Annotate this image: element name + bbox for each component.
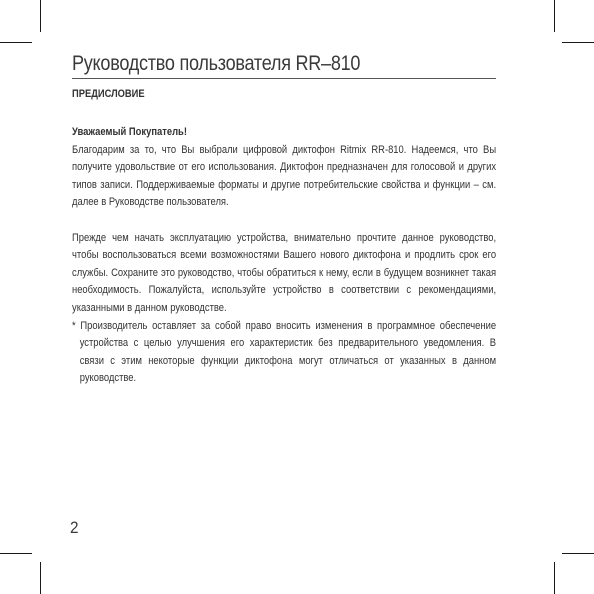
header-divider	[72, 78, 496, 79]
crop-mark-bottom-right-horizontal	[562, 553, 594, 554]
crop-mark-bottom-right-vertical	[554, 562, 555, 594]
paragraph-gap	[72, 212, 496, 230]
crop-mark-top-left-vertical	[40, 0, 41, 32]
crop-mark-bottom-left-horizontal	[0, 553, 32, 554]
section-heading: ПРЕДИСЛОВИЕ	[72, 88, 145, 100]
instructions-paragraph: Прежде чем начать эксплуатацию устройства, внимательно прочтите данное руководство, чтобы воспользоваться всеми возможностями Вашего нового диктофона и продлить срок его службы. Сохраните это руководство, чтобы обратиться к нему, если в будущем возникнет такая необходимость. Пожалуйста, используйте устройство в соответствии с рекомендациями, указанными в данном руководстве.	[72, 231, 497, 314]
crop-mark-top-right-vertical	[554, 0, 555, 32]
crop-mark-top-right-horizontal	[562, 42, 594, 43]
crop-mark-bottom-left-vertical	[40, 562, 41, 594]
page-title: Руководство пользователя RR–810	[72, 52, 361, 75]
crop-mark-top-left-horizontal	[0, 42, 32, 43]
intro-paragraph: Благодарим за то, что Вы выбрали цифровой диктофон Ritmix RR-810. Надеемся, что Вы получите удовольствие от его использования. Диктофон предназначен для голосовой и других типов записи. Поддерживаемые форматы и другие потребительские свойства и функции – см. далее в Руководстве пользователя.	[72, 143, 497, 209]
page-number: 2	[70, 518, 79, 537]
manufacturer-note: * Производитель оставляет за собой право вносить изменения в программное обеспечение устройства с целью улучшения его характеристик без предварительного уведомления. В связи с этим некоторые функции диктофона могут отличаться от указанных в данном руководстве.	[72, 319, 497, 385]
greeting: Уважаемый Покупатель!	[72, 126, 187, 138]
body-text	[72, 124, 496, 388]
